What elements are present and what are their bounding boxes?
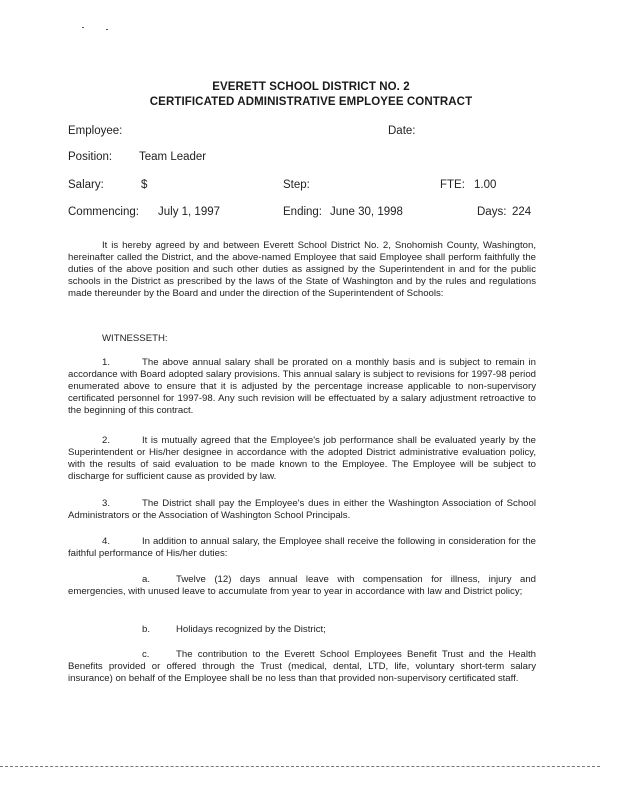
subclause-b <box>68 624 536 636</box>
subclause-text: Twelve (12) days annual leave with compensation for illness, injury and emergencies, with unused leave to accumulate from year to year in accordance with law and District policy; <box>68 574 536 598</box>
clause-text: In addition to annual salary, the Employee shall receive the following in consideration for the faithful performance of His/her duties: <box>68 536 536 560</box>
ending-value: June 30, 1998 <box>330 206 403 218</box>
clause-1 <box>68 357 536 417</box>
salary-value: $ <box>141 179 148 191</box>
subclause-letter: b. <box>142 624 151 635</box>
clause-2 <box>68 435 536 483</box>
clause-text: It is mutually agreed that the Employee's job performance shall be evaluated yearly by the Superintendent or His/her designee in accordance with the adopted District administrative evaluation policy, with the results of said evaluation to be made known to the Employee. The Employee will be subject to discharge for sufficient cause as provided by law. <box>68 435 536 483</box>
days-value: 224 <box>512 206 532 218</box>
step-label: Step: <box>283 179 310 191</box>
commencing-value: July 1, 1997 <box>158 206 221 218</box>
subclause-text: The contribution to the Everett School Employees Benefit Trust and the Health Benefits provided or offered through the Trust (medical, dental, LTD, life, voluntary short-term salary insurance) on behalf of the Employee shall be no less than that provided non-supervisory certificated staff. <box>68 649 536 685</box>
document-title-line2: CERTIFICATED ADMINISTRATIVE EMPLOYEE CONTRACT <box>149 96 473 108</box>
clause-number: 1. <box>102 357 111 368</box>
clause-3 <box>68 498 536 522</box>
clause-number: 3. <box>102 498 111 509</box>
clause-4 <box>68 536 536 560</box>
clause-text: The above annual salary shall be prorated on a monthly basis and is subject to remain in accordance with Board adopted salary provisions. This annual salary is subject to revisions for 1997-98 period enumerated above to ensure that it is adjusted by the percentage increase applicable to non-supervisory certificated personnel for 1997-98. Any such revision will be effectuated by a salary adjustment retroactive to the beginning of this contract. <box>68 357 536 417</box>
clause-number: 2. <box>102 435 111 446</box>
page-bottom-rule <box>0 766 600 768</box>
employee-label: Employee: <box>68 125 123 137</box>
subclause-letter: c. <box>142 649 150 660</box>
subclause-c <box>68 649 536 685</box>
fte-label: FTE: <box>440 179 465 191</box>
subclause-letter: a. <box>142 574 151 585</box>
salary-label: Salary: <box>68 179 104 191</box>
intro-text: It is hereby agreed by and between Everett School District No. 2, Snohomish County, Washington, hereinafter called the District, and the above-named Employee that said Employee shall perform faithfully the duties of the above position and such other duties as assigned by the Superintendent in and for the public schools in the District as prescribed by the laws of the State of Washington and by the rules and regulations made thereunder by the Board and under the direction of the Superintendent of Schools: <box>68 240 536 300</box>
witnesseth-heading: WITNESSETH: <box>102 333 168 344</box>
intro-paragraph <box>68 240 536 300</box>
ending-label: Ending: <box>283 206 323 218</box>
days-label: Days: <box>477 206 507 218</box>
position-label: Position: <box>68 151 113 163</box>
clause-text: The District shall pay the Employee's dues in either the Washington Association of School Administrators or the Association of Washington School Principals. <box>68 498 536 522</box>
document-title-line1: EVERETT SCHOOL DISTRICT NO. 2 <box>212 81 410 93</box>
position-value: Team Leader <box>139 151 207 163</box>
scan-speck <box>82 27 84 28</box>
date-label: Date: <box>388 125 416 137</box>
scan-speck <box>106 29 108 30</box>
commencing-label: Commencing: <box>68 206 139 218</box>
clause-number: 4. <box>102 536 111 547</box>
subclause-a <box>68 574 536 598</box>
fte-value: 1.00 <box>474 179 497 191</box>
subclause-text: Holidays recognized by the District; <box>176 624 326 635</box>
